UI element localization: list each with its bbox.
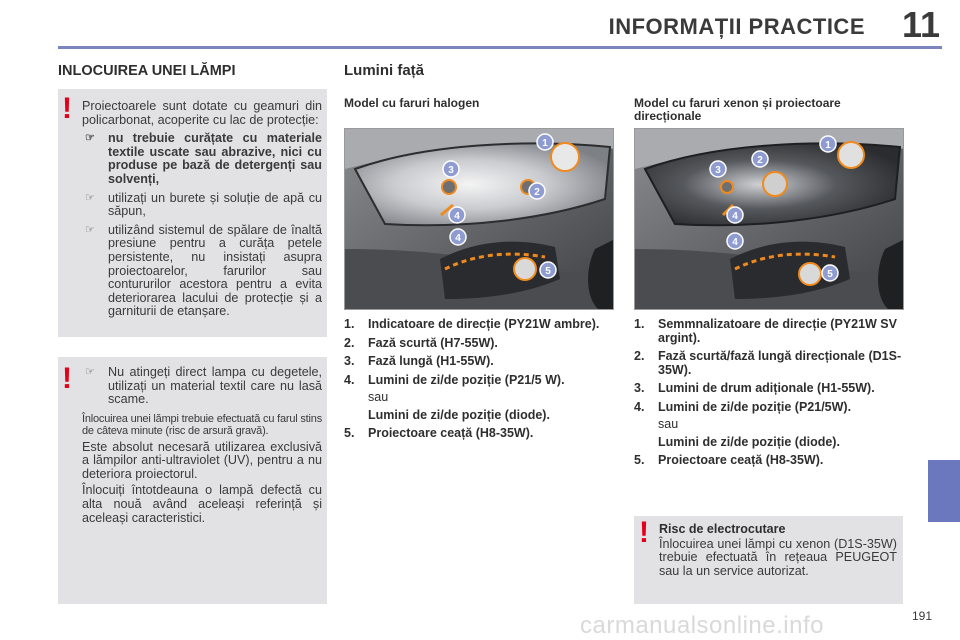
pointing-hand-icon: ☞ (85, 191, 95, 204)
chapter-side-tab[interactable] (928, 460, 960, 522)
warning-small-note: Înlocuirea unei lămpi trebuie efectuată cu farul stins de câteva minute (risc de arsură gravă). (82, 412, 322, 438)
xenon-heading: Model cu faruri xenon și proiectoare direcționale (634, 96, 841, 123)
halogen-parts-list (344, 318, 609, 446)
chapter-number: 11 (901, 4, 940, 45)
risk-title: Risc de electrocutare (659, 522, 786, 536)
callout-badge (822, 265, 838, 281)
list-item: 4. Lumini de zi/de poziție (P21/5 W). sau Lumini de zi/de poziție (diode). (344, 372, 565, 422)
callout-number: 4 (455, 233, 461, 244)
pointing-hand-icon: ☞ (85, 132, 95, 145)
list-item: 5. Proiectoare ceață (H8-35W). (634, 453, 824, 467)
callout-number: 5 (545, 266, 551, 277)
list-item: 1. Indicatoare de direcție (PY21W ambre). (344, 317, 600, 331)
callout-badge (710, 161, 726, 177)
halogen-headlight-photo (344, 128, 614, 310)
callout-badge (529, 183, 545, 199)
warning-exclamation-icon: ! (62, 362, 72, 395)
warning-text-handling (82, 366, 322, 528)
callout-number: 4 (454, 211, 460, 222)
list-item: 2. Fază scurtă/fază lungă direcționale (D1S-35W). (634, 349, 902, 377)
callout-number: 5 (827, 269, 833, 280)
section-subtitle: Lumini față (344, 62, 425, 79)
callout-number: 1 (825, 140, 831, 151)
callout-badge (540, 262, 556, 278)
warning-bullet: ☞ utilizați un burete și soluție de apă cu săpun, (85, 190, 322, 219)
warning-paragraph: Înlocuiți întotdeauna o lampă defectă cu alta nouă având aceleași referință și aceleași caracteristici. (82, 483, 322, 525)
callout-badge (752, 151, 768, 167)
list-item: 2. Fază scurtă (H7-55W). (344, 335, 498, 350)
callout-number: 2 (757, 155, 763, 166)
warning-bullet: ☞ Nu atingeți direct lampa cu degetele, utilizați un material textil care nu lasă scame. (85, 365, 322, 407)
callout-badge (450, 229, 466, 245)
warning-exclamation-icon: ! (639, 516, 649, 549)
callout-badge (449, 207, 465, 223)
callout-badge (537, 134, 553, 150)
callout-badge (727, 207, 743, 223)
callout-number: 4 (732, 211, 738, 222)
callout-number: 2 (534, 187, 540, 198)
risk-text: Înlocuirea unei lămpi cu xenon (D1S-35W) trebuie efectuată în rețeaua PEUGEOT sau la un service autorizat. (659, 537, 897, 578)
callout-badge (443, 161, 459, 177)
list-item: 3. Fază lungă (H1-55W). (344, 354, 494, 368)
halogen-heading: Model cu faruri halogen (344, 96, 480, 110)
callout-number: 3 (715, 165, 721, 176)
warning-intro: Proiectoarele sunt dotate cu geamuri din policarbonat, acoperite cu lac de protecție: (82, 99, 322, 127)
list-item: 4. Lumini de zi/de poziție (P21/5W). sau Lumini de zi/de poziție (diode). (634, 399, 852, 449)
callout-number: 3 (448, 165, 454, 176)
warning-paragraph: Este absolut necesară utilizarea exclusivă a lămpilor anti-ultraviolet (UV), pentru a nu deteriora proiectorul. (82, 439, 322, 481)
list-item: 5. Proiectoare ceață (H8-35W). (344, 426, 534, 440)
list-item: 1. Semmnalizatoare de direcție (PY21W SV argint). (634, 317, 897, 345)
xenon-parts-list (634, 318, 904, 473)
warning-bullet: ☞ utilizând sistemul de spălare de înaltă presiune pentru a curăța petele persistente, nu insistați asupra proiectoarelor, farurilor sau contururilor acestora pentru a evita deteriorarea lacului de protecție și a garniturii de etanșare. (85, 222, 322, 319)
callout-number: 1 (542, 138, 548, 149)
xenon-headlight-photo (634, 128, 904, 310)
section-title: INLOCUIREA UNEI LĂMPI (58, 63, 236, 79)
pointing-hand-icon: ☞ (85, 366, 95, 378)
watermark: carmanualsonline.info (580, 612, 824, 639)
chapter-title: INFORMAȚII PRACTICE (608, 14, 865, 39)
callout-badge (820, 136, 836, 152)
warning-exclamation-icon: ! (62, 92, 72, 125)
page-number: 191 (911, 609, 932, 623)
pointing-hand-icon: ☞ (85, 223, 95, 236)
callout-badge (727, 233, 743, 249)
warning-text-cleaning (82, 100, 322, 319)
list-item: 3. Lumini de drum adiționale (H1-55W). (634, 381, 875, 395)
callout-number: 4 (732, 237, 738, 248)
warning-bullet: ☞ nu trebuie curățate cu materiale textile uscate sau abrazive, nici cu produse pe bază de detergenți sau solvenți, (85, 131, 322, 186)
header-rule (58, 46, 942, 49)
